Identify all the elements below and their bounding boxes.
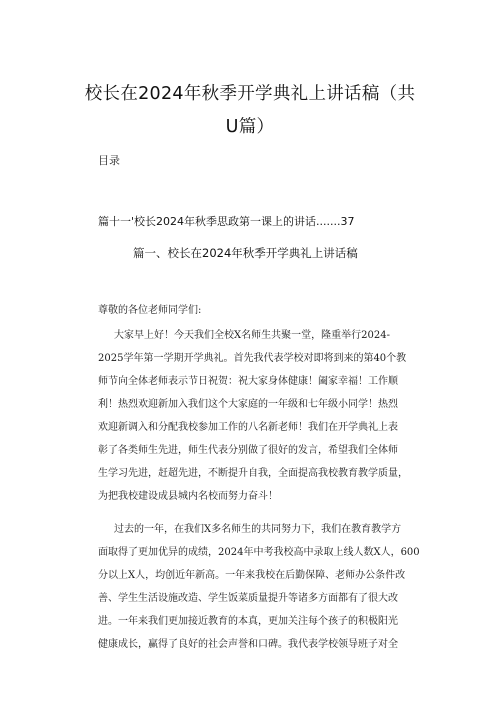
para1-line: 生学习先进，赶超先进，不断提升自我，全面提高我校教育教学质量， <box>98 468 408 479</box>
para2-line: 分以上X人，均创近年新高。一年来我校在后勤保障、老师办公条件改 <box>98 570 406 581</box>
para2-line: 健康成长，赢得了良好的社会声誉和口碑。我代表学校领导班子对全 <box>98 639 398 650</box>
para1-line: 为把我校建设成县城内名校而努力奋斗！ <box>98 491 278 502</box>
para2-line: 面取得了更加优异的成绩，2024年中考我校高中录取上线人数X人，600 <box>98 547 420 558</box>
greeting: 尊敬的各位老师同学们: <box>98 305 202 316</box>
para1-line: 欢迎新调入和分配我校参加工作的八名新老师！我们在开学典礼上表 <box>98 422 398 433</box>
document-title-line-1: 校长在2024年秋季开学典礼上讲话稿（共 <box>84 84 416 104</box>
para1-line: 彰了各类师生先进，师生代表分别做了很好的发言，希望我们全体师 <box>98 445 398 456</box>
section-heading: 篇一、校长在2024年秋季开学典礼上讲话稿 <box>133 246 358 260</box>
para1-line: 利！热烈欢迎新加入我们这个大家庭的一年级和七年级小同学！热烈 <box>98 399 398 410</box>
para2-line: 进。一年来我们更加接近教育的本真，更加关注每个孩子的积极阳光 <box>98 616 398 627</box>
toc-label: 目录 <box>98 154 120 167</box>
toc-entry[interactable]: 篇十一'校长2024年秋季思政第一课上的讲话.......37 <box>98 215 355 228</box>
para2-line: 过去的一年，在我们X多名师生的共同努力下，我们在教育教学方 <box>114 524 402 535</box>
para1-line: 师节向全体老师表示节日祝贺：祝大家身体健康！阖家幸福！工作顺 <box>98 376 398 387</box>
para1-line: 2025学年第一学期开学典礼。首先我代表学校对即将到来的第40个教 <box>98 353 407 364</box>
document-title-line-2: U篇） <box>225 117 275 137</box>
para1-line: 大家早上好！今天我们全校X名师生共聚一堂，隆重举行2024- <box>114 330 390 341</box>
para2-line: 善、学生生活设施改造、学生饭菜质量提升等诸多方面都有了很大改 <box>98 593 398 604</box>
